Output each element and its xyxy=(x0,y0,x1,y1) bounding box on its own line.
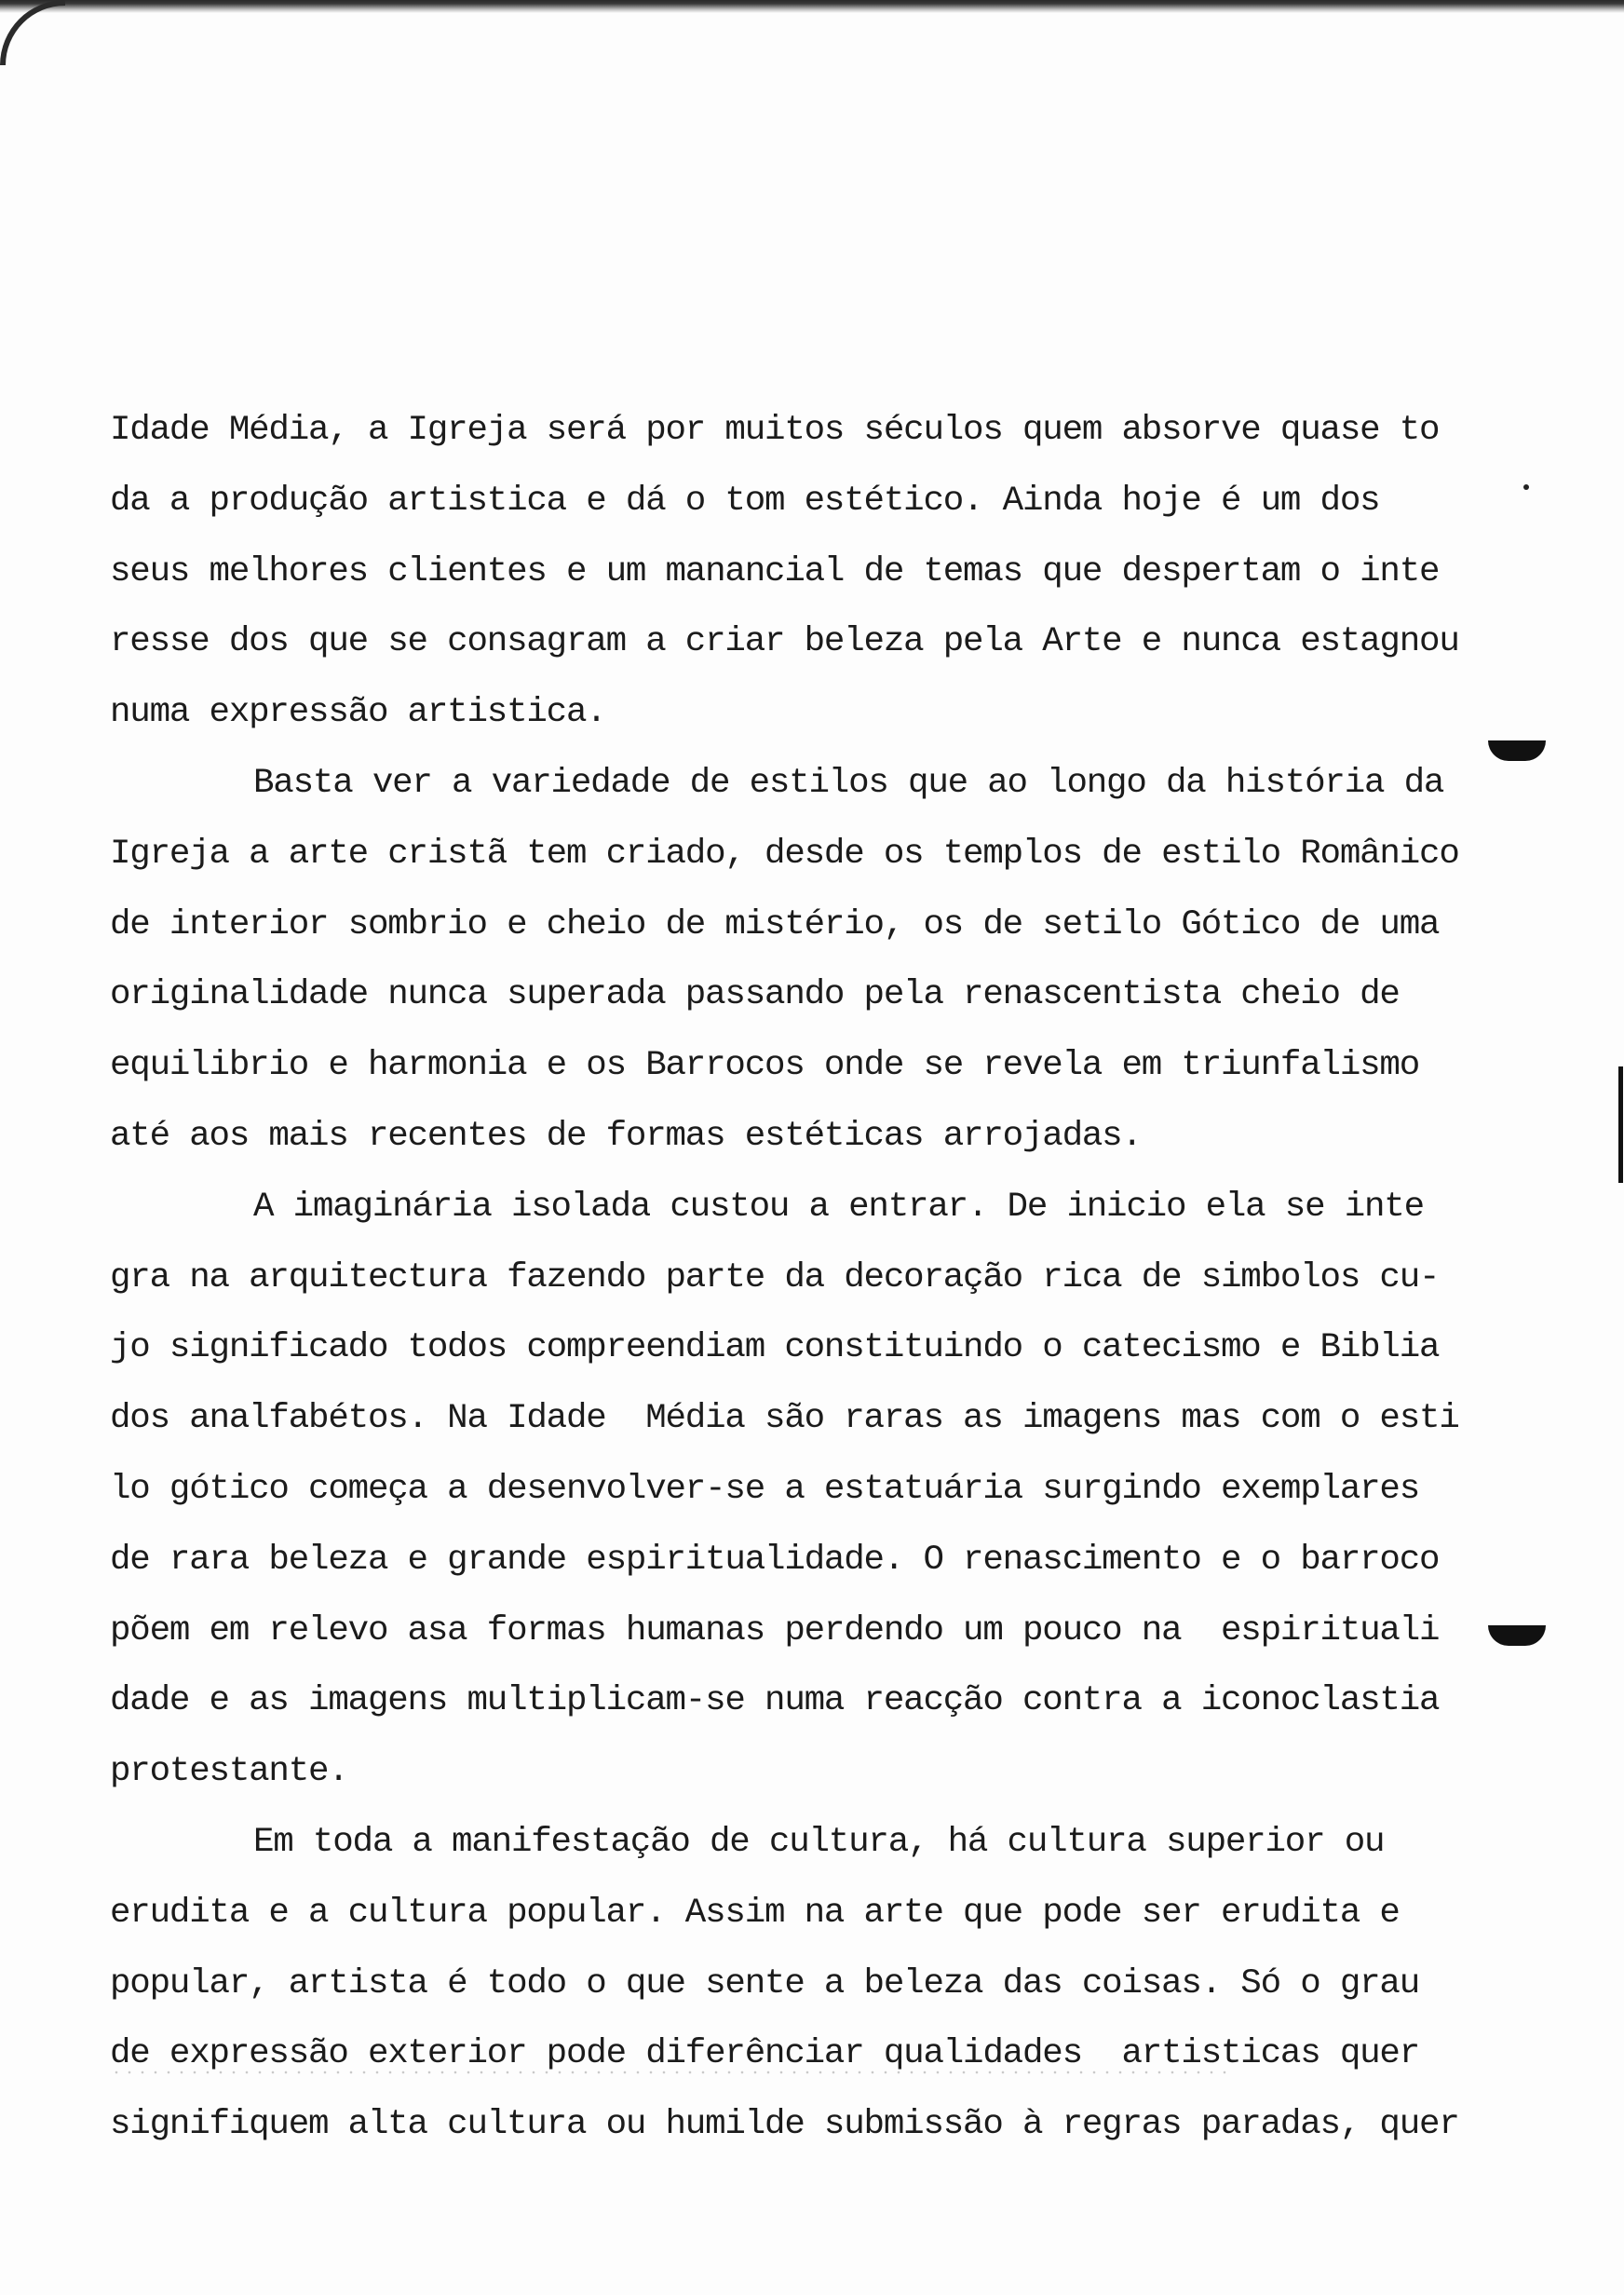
paragraph-first-line: Em toda a manifestação de cultura, há cultura superior ou xyxy=(253,1822,1385,1862)
paragraph-first-line: Basta ver a variedade de estilos que ao longo da história da xyxy=(253,763,1444,803)
text-line: Idade Média, a Igreja será por muitos séculos quem absorve quase to xyxy=(110,411,1440,450)
text-line: dade e as imagens multiplicam-se numa reacção contra a iconoclastia xyxy=(110,1681,1440,1721)
text-line: lo gótico começa a desenvolver-se a estatuária surgindo exemplares xyxy=(110,1469,1420,1509)
text-line: numa expressão artistica. xyxy=(110,693,606,733)
text-line: de expressão exterior pode diferênciar qualidades artisticas quer xyxy=(110,2034,1420,2074)
text-line: erudita e a cultura popular. Assim na arte que pode ser erudita e xyxy=(110,1893,1400,1933)
body-text xyxy=(110,396,1459,2161)
text-line: até aos mais recentes de formas estéticas arrojadas. xyxy=(110,1116,1142,1156)
text-line: resse dos que se consagram a criar beleza pela Arte e nunca estagnou xyxy=(110,622,1459,662)
text-line: da a produção artistica e dá o tom estético. Ainda hoje é um dos xyxy=(110,481,1380,521)
punch-hole-mark xyxy=(1488,740,1546,761)
text-line: protestante. xyxy=(110,1752,348,1792)
scan-top-edge xyxy=(0,0,1624,13)
text-line: equilibrio e harmonia e os Barrocos onde se revela em triunfalismo xyxy=(110,1046,1420,1086)
punch-hole-mark xyxy=(1488,1625,1546,1646)
margin-bracket-mark xyxy=(1618,1066,1623,1183)
text-line: Igreja a arte cristã tem criado, desde os templos de estilo Românico xyxy=(110,834,1459,874)
text-line: popular, artista é todo o que sente a beleza das coisas. Só o grau xyxy=(110,1963,1420,2003)
text-line: gra na arquitectura fazendo parte da decoração rica de simbolos cu- xyxy=(110,1257,1440,1297)
text-line: originalidade nunca superada passando pela renascentista cheio de xyxy=(110,975,1400,1015)
text-line: de interior sombrio e cheio de mistério, os de setilo Gótico de uma xyxy=(110,904,1440,944)
text-line: põem em relevo asa formas humanas perdendo um pouco na espirituali xyxy=(110,1610,1440,1650)
scan-dot-mark xyxy=(1523,484,1529,490)
scan-noise xyxy=(110,2068,1227,2077)
text-line: dos analfabétos. Na Idade Média são raras as imagens mas com o esti xyxy=(110,1399,1459,1439)
text-line: signifiquem alta cultura ou humilde submissão à regras paradas, quer xyxy=(110,2105,1459,2145)
text-line: de rara beleza e grande espiritualidade. O renascimento e o barroco xyxy=(110,1540,1440,1580)
text-line: jo significado todos compreendiam constituindo o catecismo e Biblia xyxy=(110,1328,1440,1368)
paragraph-first-line: A imaginária isolada custou a entrar. De inicio ela se inte xyxy=(253,1187,1424,1227)
text-line: seus melhores clientes e um manancial de temas que despertam o inte xyxy=(110,551,1440,591)
